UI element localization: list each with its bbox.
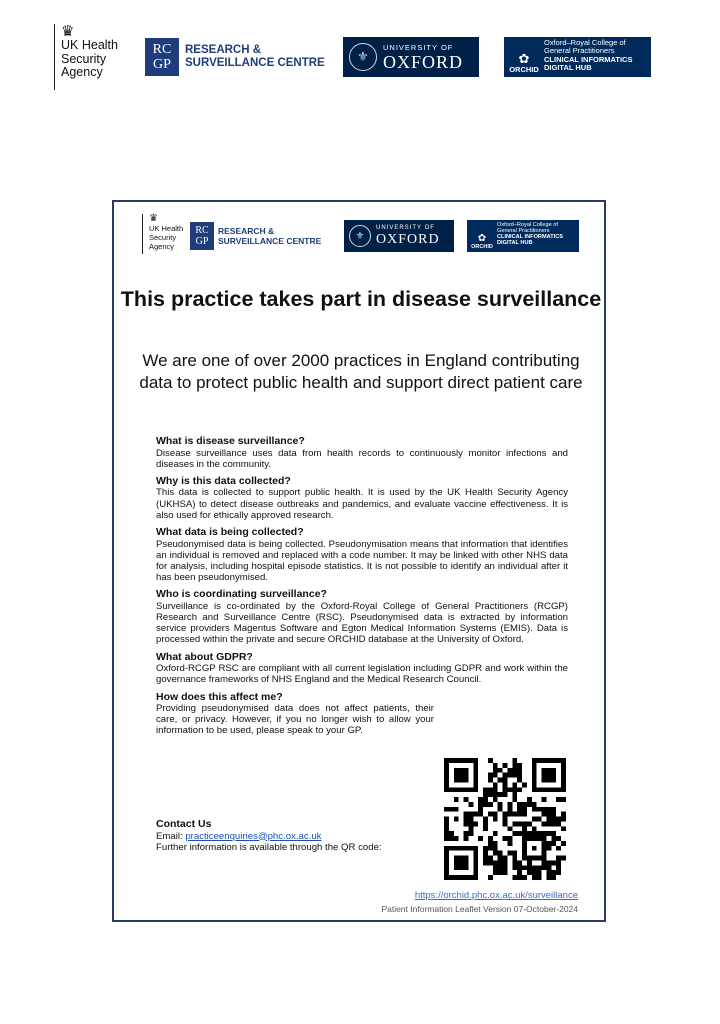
poster-oxford-seal-icon: ⚜ — [349, 225, 371, 247]
poster-orchid-logo — [467, 220, 579, 252]
poster-rcgp-text-2: SURVEILLANCE CENTRE — [218, 236, 322, 246]
orchid-bold-1: CLINICAL INFORMATICS — [544, 54, 633, 64]
poster-orchid-flower-icon: ✿ — [477, 233, 487, 244]
poster-subtitle: We are one of over 2000 practices in England contributing data to protect public health and support direct patient care — [139, 351, 583, 392]
info-sections — [156, 435, 568, 742]
ukhsa-line-2: Security — [61, 51, 107, 66]
orchid-line-2: General Practitioners — [544, 46, 615, 56]
poster-ukhsa-line-2: Security — [149, 233, 177, 242]
poster-ukhsa-line-1: UK Health — [149, 224, 184, 233]
orchid-flower-icon: ✿ — [518, 51, 530, 66]
section-why — [156, 475, 568, 521]
contact-heading: Contact Us — [156, 818, 212, 830]
oxford-small-text: UNIVERSITY OF — [383, 42, 454, 52]
contact-block — [156, 818, 456, 854]
rcgp-mark-gp: GP — [153, 57, 171, 72]
rcgp-mark-rc: RC — [152, 42, 172, 57]
poster-rcgp-mark-rc: RC — [195, 225, 209, 236]
section-body: Oxford-RCGP RSC are compliant with all current legislation including GDPR and work within the governance frameworks of NHS England and the Medical Research Council. — [156, 663, 568, 686]
section-heading: Who is coordinating surveillance? — [156, 588, 327, 601]
poster-orchid-bold-2: DIGITAL HUB — [497, 240, 533, 247]
section-body: Providing pseudonymised data does not affect patients, their care, or privacy. However, if you no longer wish to allow your information to be used, please speak to your GP. — [156, 703, 434, 737]
section-body: This data is collected to support public health. It is used by the UK Health Security Agency (UKHSA) to detect disease outbreaks and pandemics, and evaluate vaccine effectiveness. It is also used for ethically approved research. — [156, 487, 568, 521]
poster-ukhsa-logo — [142, 214, 183, 254]
section-affect — [156, 691, 568, 737]
surveillance-url-link[interactable]: https://orchid.phc.ox.ac.uk/surveillance — [414, 890, 578, 901]
rcgp-logo — [145, 38, 325, 76]
leaflet-version: Patient Information Leaflet Version 07-October-2024 — [381, 904, 578, 914]
poster-rcgp-logo — [190, 222, 321, 250]
ukhsa-line-1: UK Health — [61, 38, 118, 52]
oxford-seal-icon: ⚜ — [349, 43, 377, 71]
rcgp-text-2: SURVEILLANCE CENTRE — [185, 57, 325, 69]
ukhsa-line-3: Agency — [61, 65, 103, 79]
section-heading: What is disease surveillance? — [156, 435, 305, 447]
email-link[interactable]: practiceenquiries@phc.ox.ac.uk — [185, 830, 322, 842]
poster-orchid-line-2: General Practitioners — [497, 228, 550, 235]
poster-orchid-line-1: Oxford–Royal College of — [497, 222, 558, 228]
royal-crest-icon: ♛ — [61, 23, 75, 40]
poster-oxford-logo — [344, 220, 454, 252]
orchid-logo — [504, 37, 651, 77]
poster-oxford-small-text: UNIVERSITY OF — [376, 224, 435, 231]
rcgp-text-1: RESEARCH & — [185, 44, 262, 56]
section-who — [156, 588, 568, 645]
surveillance-poster — [112, 200, 606, 922]
email-label: Email: — [156, 830, 183, 842]
orchid-bold-2: DIGITAL HUB — [544, 62, 592, 72]
ukhsa-logo — [54, 24, 118, 90]
section-heading: What about GDPR? — [156, 650, 253, 663]
poster-rcgp-mark-gp: GP — [195, 236, 209, 247]
poster-orchid-label: ORCHID — [471, 244, 493, 250]
poster-royal-crest-icon: ♛ — [149, 213, 158, 224]
section-what-data — [156, 526, 568, 583]
poster-oxford-big-text: OXFORD — [376, 231, 440, 247]
section-gdpr — [156, 651, 568, 686]
section-heading: Why is this data collected? — [156, 474, 291, 487]
section-what-is — [156, 435, 568, 470]
poster-title: This practice takes part in disease surveillance — [120, 287, 602, 311]
orchid-line-1: Oxford–Royal College of — [544, 38, 626, 47]
poster-ukhsa-line-3: Agency — [149, 242, 175, 251]
oxford-logo — [343, 37, 479, 77]
section-body: Pseudonymised data is being collected. Pseudonymisation means that information that identifies an individual is removed and replaced with a code number. It may be linked with other NHS data for analysis, including hospital episode statistics. It is not possible to identify an individual after it has been pseudonymised. — [156, 538, 568, 584]
section-heading: What data is being collected? — [156, 526, 304, 539]
poster-rcgp-text-1: RESEARCH & — [218, 226, 275, 236]
oxford-big-text: OXFORD — [383, 51, 464, 72]
contact-email-row — [156, 831, 456, 843]
orchid-label: ORCHID — [509, 65, 539, 74]
section-body: Disease surveillance uses data from health records to continuously monitor infections and diseases in the community. — [156, 447, 568, 470]
qr-note: Further information is available through the QR code: — [156, 842, 382, 853]
qr-code-icon[interactable] — [444, 758, 566, 880]
section-body: Surveillance is co-ordinated by the Oxford-Royal College of General Practitioners (RCGP) Research and Surveillance Centre (RSC). Pseudonymised data is extracted by information service providers Magentus Software and Egton Medical Information Systems (EMIS). Data is processed within the private and secure ORCHID database at the University of Oxford. — [156, 600, 568, 646]
section-heading: How does this affect me? — [156, 690, 283, 703]
poster-orchid-bold-1: CLINICAL INFORMATICS — [497, 234, 563, 241]
